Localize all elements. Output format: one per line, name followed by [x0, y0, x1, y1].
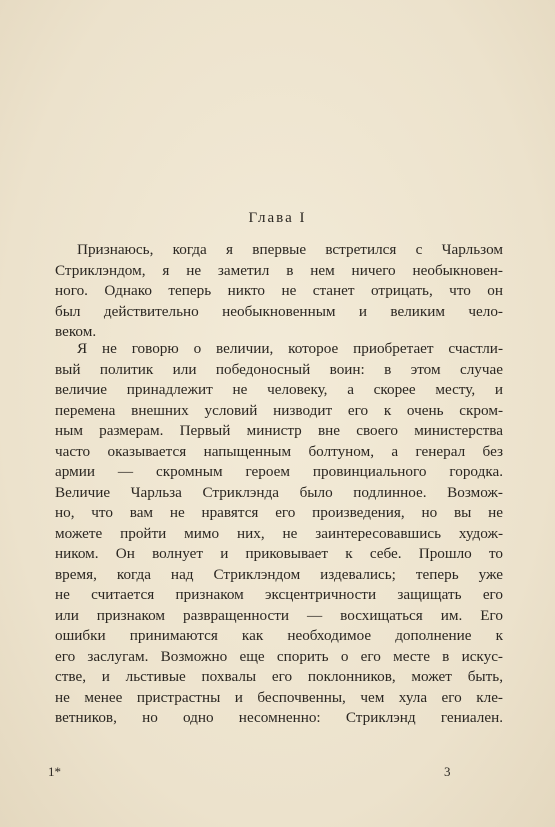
paragraph-2: [55, 339, 503, 729]
page-number: 3: [444, 764, 451, 779]
chapter-title: Глава I: [248, 210, 307, 226]
text-line: не менее пристрастны и беспочвенны, чем хула его кле-: [55, 688, 503, 706]
text-line: армии — скромным героем провинциального городка.: [55, 463, 503, 480]
text-line: вый политик или победоносный воин: в этом случае: [55, 360, 503, 378]
text-line: ником. Он волнует и приковывает к себе. Прошло то: [55, 545, 503, 562]
text-line: Стриклэндом, я не заметил в нем ничего необыкновен-: [55, 261, 503, 279]
text-line: был действительно необыкновенным и великим чело-: [55, 302, 503, 320]
text-line: ветников, но одно несомненно: Стриклэнд гениален.: [55, 709, 503, 726]
paragraph-1: [55, 240, 503, 343]
text-line: но, что вам не нравятся его произведения, но вы не: [55, 504, 503, 521]
text-line: не считается признаком эксцентричности защищать его: [55, 586, 503, 603]
text-line: Я не говорю о величии, которое приобретает счастли-: [77, 340, 503, 357]
text-line: ного. Однако теперь никто не станет отрицать, что он: [55, 282, 503, 299]
text-line: величие принадлежит не человеку, а скорее месту, и: [55, 381, 503, 398]
text-line: ошибки принимаются как необходимое дополнение к: [55, 627, 503, 644]
text-line: или признаком развращенности — восхищаться им. Его: [55, 606, 503, 624]
text-line: можете пройти мимо них, не заинтересовавшись худож-: [55, 524, 503, 542]
text-line: веком.: [55, 323, 97, 340]
text-line: Величие Чарльза Стриклэнда было подлинное. Возмож-: [55, 483, 503, 501]
text-line: часто оказывается напыщенным болтуном, а генерал без: [55, 442, 503, 460]
text-line: ным размерам. Первый министр вне своего министерства: [55, 422, 503, 439]
text-line: время, когда над Стриклэндом издевались; теперь уже: [55, 565, 503, 583]
signature-mark: 1*: [48, 764, 61, 779]
text-line: перемена внешних условий низводит его к очень скром-: [55, 401, 503, 419]
text-line: Признаюсь, когда я впервые встретился с Чарльзом: [77, 241, 503, 258]
text-line: стве, и льстивые похвалы его поклонников, может быть,: [55, 668, 503, 685]
text-line: его заслугам. Возможно еще спорить о его месте в искус-: [55, 647, 503, 665]
